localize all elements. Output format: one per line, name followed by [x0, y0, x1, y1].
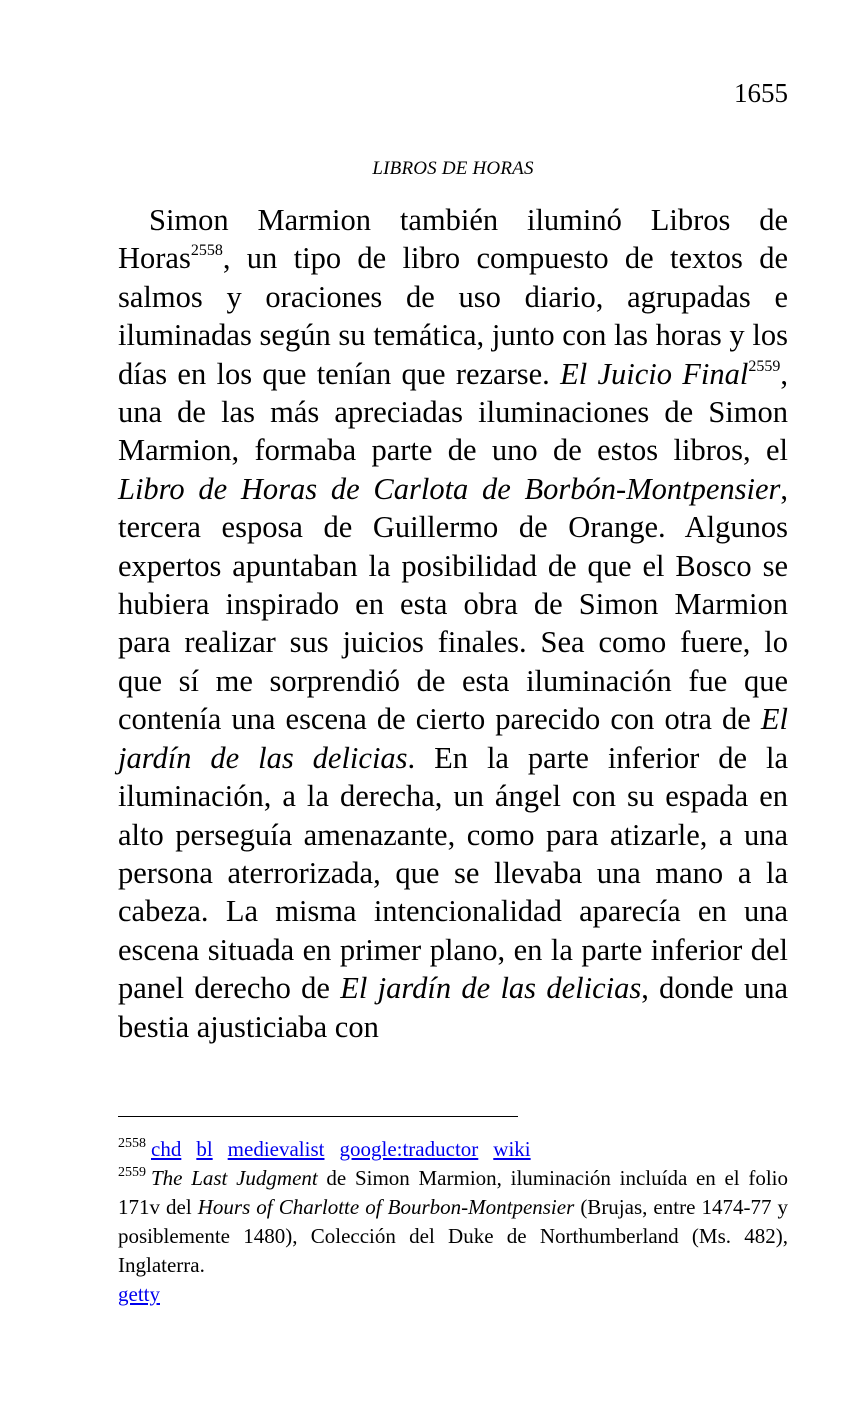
- footnote-text-2: (Brujas, entre 1474-77 y posiblemente 1480), Colección del Duke de Northumberland (Ms. 482), Inglaterra.: [118, 1195, 788, 1277]
- footnote-ref-2558[interactable]: 2558: [190, 242, 223, 260]
- footnote-number: 2558: [118, 1136, 146, 1151]
- footnote-ref-2559[interactable]: 2559: [748, 357, 781, 375]
- body-text-3: , una de las más apreciadas iluminaciones de Simon Marmion, formaba parte de uno de estos libros, el: [118, 356, 788, 468]
- body-text-5: . En la parte inferior de la iluminación, a la derecha, un ángel con su espada en alto perseguía amenazante, como para atizarle, a una persona aterrorizada, que se llevaba una mano a la cabeza. La misma intencionalidad aparecía en una escena situada en primer plano, en la parte inferior del panel derecho de: [118, 740, 788, 1006]
- running-title: LIBROS DE HORAS: [372, 158, 534, 179]
- footnotes: [118, 1135, 788, 1309]
- footnote-number: 2559: [118, 1165, 146, 1180]
- link-getty[interactable]: getty: [118, 1282, 160, 1306]
- footnote-text-1: de Simon Marmion, iluminación incluída en el folio 171v del: [118, 1166, 789, 1219]
- page-number: 1655: [734, 78, 788, 108]
- artwork-title-jardin-2: El jardín de las delicias: [340, 971, 642, 1006]
- artwork-title-jardin-1: El jardín de las delicias: [118, 702, 788, 775]
- body-text-1: Simon Marmion también iluminó Libros de Horas: [118, 203, 788, 276]
- link-chd[interactable]: chd: [151, 1137, 182, 1161]
- link-wiki[interactable]: wiki: [493, 1137, 531, 1161]
- artwork-title-juicio-final: El Juicio Final: [560, 356, 749, 391]
- footnote-artwork-title: The Last Judgment: [151, 1166, 318, 1190]
- body-text-4: , tercera esposa de Guillermo de Orange. Algunos expertos apuntaban la posibilidad de que el Bosco se hubiera inspirado en esta obra de Simon Marmion para realizar sus juicios finales. Sea como fuere, lo que sí me sorprendió de esta iluminación fue que contenía una escena de cierto parecido con otra de: [118, 471, 788, 737]
- footnote-getty-line: [118, 1280, 788, 1309]
- link-medievalist[interactable]: medievalist: [227, 1137, 325, 1161]
- footnote-2558: [118, 1135, 788, 1164]
- footnote-separator: [118, 1116, 518, 1117]
- body-text-6: , donde una bestia ajusticiaba con: [118, 971, 789, 1044]
- book-title-carlota: Libro de Horas de Carlota de Borbón-Montpensier: [118, 471, 781, 506]
- body-text-2: , un tipo de libro compuesto de textos de salmos y oraciones de uso diario, agrupadas e iluminadas según su temática, junto con las horas y los días en los que tenían que rezarse.: [118, 241, 788, 391]
- link-google-traductor[interactable]: google:traductor: [339, 1137, 479, 1161]
- main-paragraph: [118, 201, 788, 1046]
- footnote-2559: [118, 1164, 788, 1280]
- footnote-book-title: Hours of Charlotte of Bourbon-Montpensier: [197, 1195, 575, 1219]
- link-bl[interactable]: bl: [196, 1137, 213, 1161]
